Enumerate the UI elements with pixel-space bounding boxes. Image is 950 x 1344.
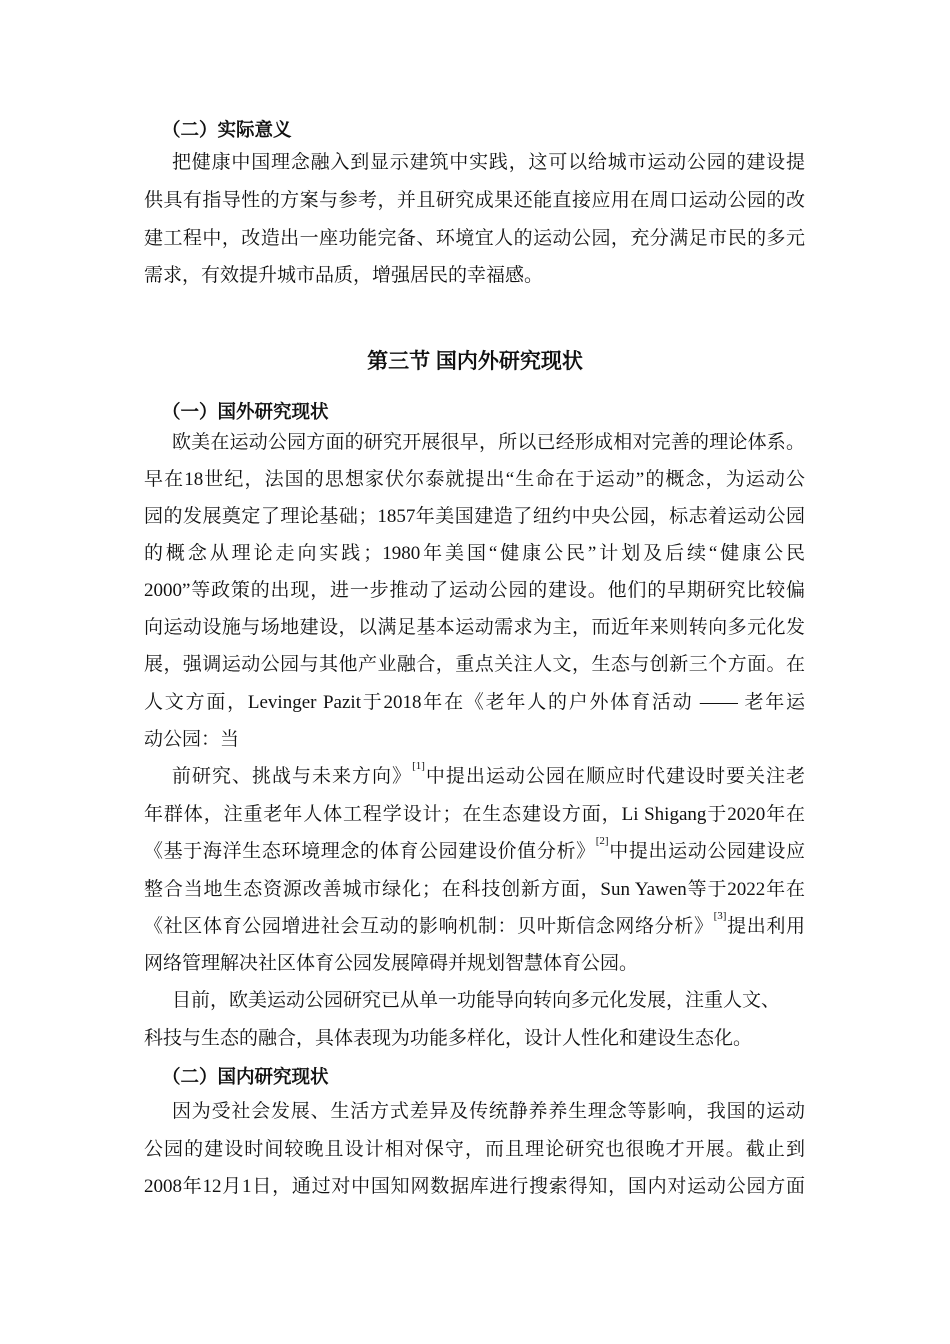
line-text: 中提出运动公园建设应 [608,841,805,862]
line-text: （二）国内研究现状 [162,1066,329,1087]
body-text-line [172,430,805,456]
body-text-line [172,150,805,176]
line-text: 向运动设施与场地建设，以满足基本运动需求为主，而近年来则转向多元化发 [144,617,805,638]
line-text: 2008年12月1日，通过对中国知网数据库进行搜索得知，国内对运动公园方面 [144,1176,805,1197]
body-text-line [172,760,805,790]
line-text: 中提出运动公园在顺应时代建设时要关注老 [424,766,805,787]
body-text-line [144,727,805,753]
body-text-line [144,951,805,977]
body-text-line [144,263,805,289]
body-text-line [144,877,805,903]
line-text: 第三节 国内外研究现状 [367,350,583,373]
line-text: 因为受社会发展、生活方式差异及传统静养养生理念等影响，我国的运动 [172,1101,805,1122]
body-text-line [144,910,805,940]
line-text: 欧美在运动公园方面的研究开展很早，所以已经形成相对完善的理论体系。 [172,432,805,453]
citation-reference: [2] [595,835,609,847]
line-text: 需求，有效提升城市品质，增强居民的幸福感。 [144,265,544,286]
line-text: 动公园：当 [144,729,240,750]
body-text-line [144,1174,805,1200]
line-text: 展，强调运动公园与其他产业融合，重点关注人文，生态与创新三个方面。在 [144,654,805,675]
chapter-section-title [0,349,950,375]
body-text-line [144,690,805,716]
line-text: 年群体，注重老年人体工程学设计；在生态建设方面，Li Shigang于2020年在 [144,804,805,825]
body-text-line [172,1099,805,1125]
body-text-line [172,988,805,1014]
line-text: 把健康中国理念融入到显示建筑中实践，这可以给城市运动公园的建设提 [172,152,805,173]
body-text-line [144,802,805,828]
citation-reference: [1] [412,760,425,772]
line-text: （一）国外研究现状 [162,401,329,422]
body-text-line [144,541,805,567]
section-heading [162,399,823,425]
line-text: 的概念从理论走向实践；1980年美国“健康公民”计划及后续“健康公民 [144,543,805,564]
line-text: 整合当地生态资源改善城市绿化；在科技创新方面，Sun Yawen等于2022年在 [144,879,805,900]
line-text: 人文方面，Levinger Pazit于2018年在《老年人的户外体育活动 —— 老年运 [144,692,805,713]
line-text: 《社区体育公园增进社会互动的影响机制：贝叶斯信念网络分析》 [144,916,714,937]
line-text: 科技与生态的融合，具体表现为功能多样化，设计人性化和建设生态化。 [144,1028,753,1049]
body-text-line [144,188,805,214]
line-text: 公园的建设时间较晚且设计相对保守，而且理论研究也很晚才开展。截止到 [144,1139,805,1160]
line-text: 网络管理解决社区体育公园发展障碍并规划智慧体育公园。 [144,953,639,974]
body-text-line [144,835,805,865]
section-heading [162,117,823,143]
line-text: 园的发展奠定了理论基础；1857年美国建造了纽约中央公园，标志着运动公园 [144,506,805,527]
section-heading [162,1064,823,1090]
line-text: 建工程中，改造出一座功能完备、环境宜人的运动公园，充分满足市民的多元 [144,228,805,249]
line-text: 提出利用 [726,916,805,937]
body-text-line [144,504,805,530]
line-text: 2000”等政策的出现，进一步推动了运动公园的建设。他们的早期研究比较偏 [144,580,805,601]
body-text-line [144,615,805,641]
body-text-line [144,578,805,604]
line-text: 《基于海洋生态环境理念的体育公园建设价值分析》 [144,841,596,862]
body-text-line [144,467,805,493]
line-text: 早在18世纪，法国的思想家伏尔泰就提出“生命在于运动”的概念，为运动公 [144,469,805,490]
body-text-line [144,226,805,252]
body-text-line [144,1137,805,1163]
line-text: 目前，欧美运动公园研究已从单一功能导向转向多元化发展，注重人文、 [172,990,781,1011]
body-text-line [144,1026,805,1052]
line-text: 供具有指导性的方案与参考，并且研究成果还能直接应用在周口运动公园的改 [144,190,805,211]
body-text-line [144,652,805,678]
line-text: （二）实际意义 [162,119,292,140]
citation-reference: [3] [713,910,727,922]
line-text: 前研究、挑战与未来方向》 [172,766,413,787]
